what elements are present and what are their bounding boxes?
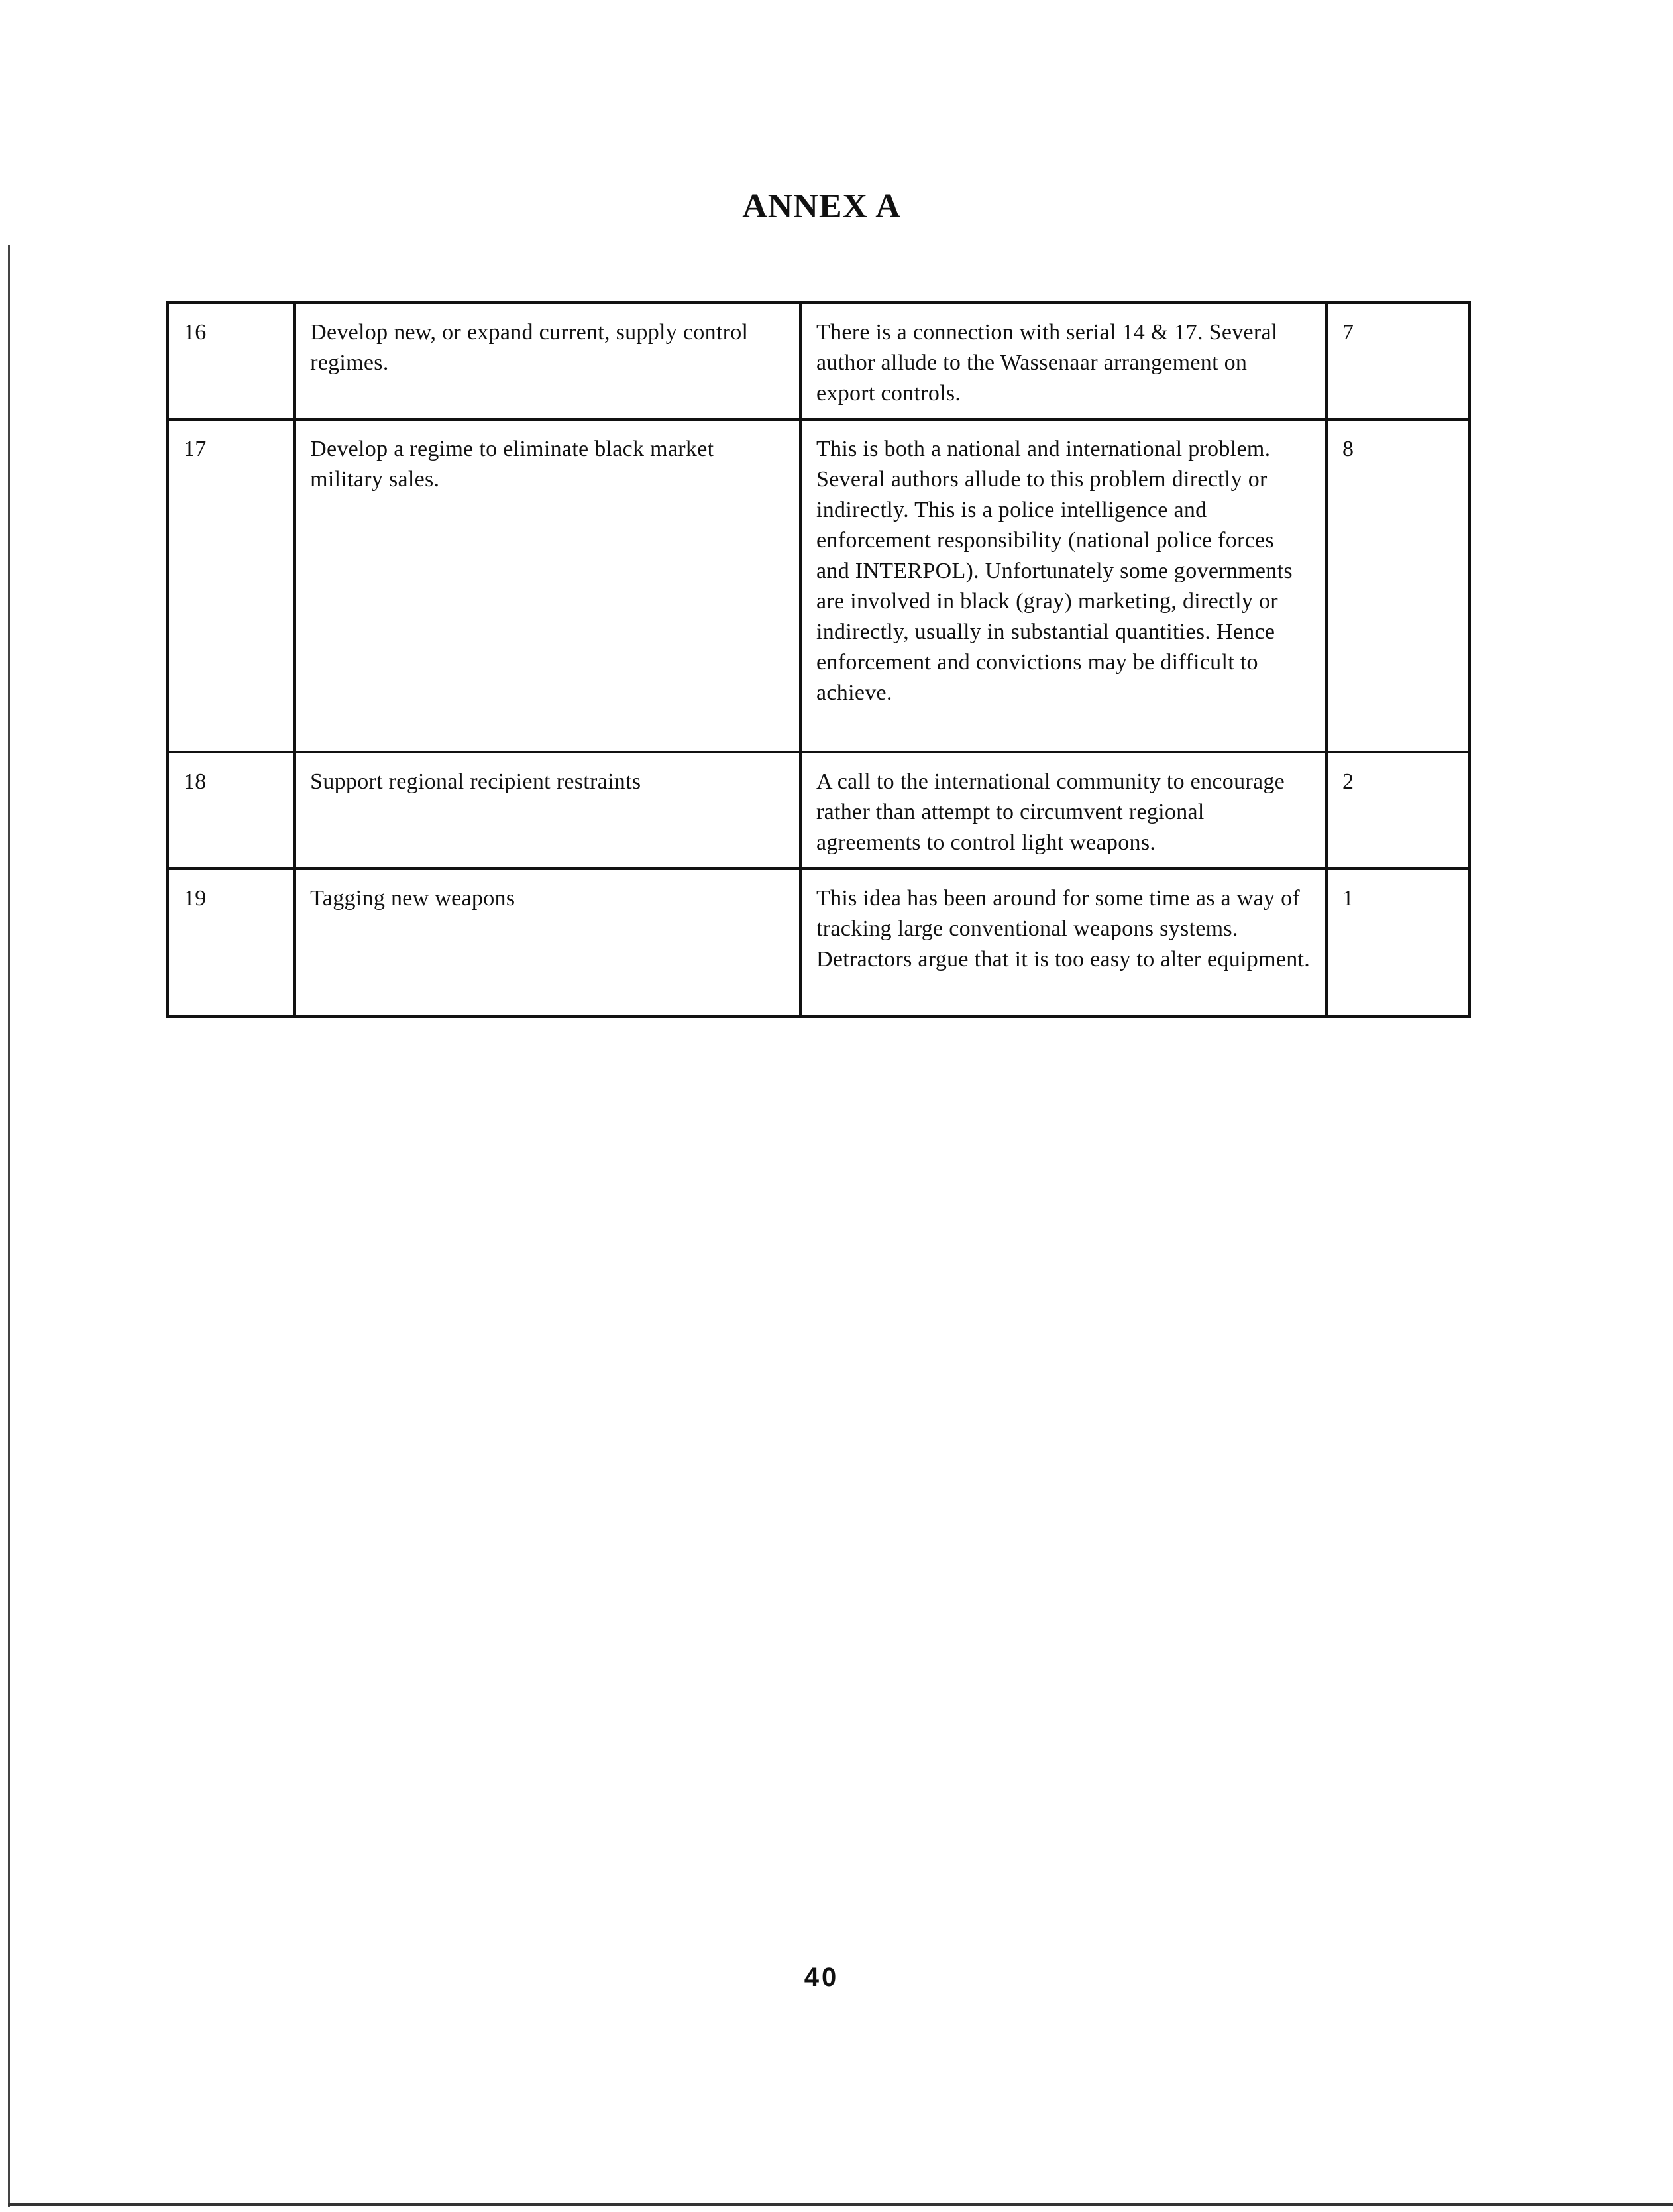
comment-cell: This idea has been around for some time as a way of tracking large conventional weapons systems. Detractors argue that it is too easy to alter equipment. — [800, 869, 1326, 1017]
table-row — [168, 869, 1470, 1017]
comment-cell: There is a connection with serial 14 & 17. Several author allude to the Wassenaar arrangement on export controls. — [800, 303, 1326, 420]
recommendation-cell: Tagging new weapons — [294, 869, 800, 1017]
table-row — [168, 303, 1470, 420]
count-cell: 1 — [1326, 869, 1469, 1017]
page-bottom-border — [8, 2203, 1673, 2206]
serial-cell: 18 — [168, 752, 295, 869]
recommendation-cell: Support regional recipient restraints — [294, 752, 800, 869]
count-cell: 7 — [1326, 303, 1469, 420]
comment-cell: This is both a national and international problem. Several authors allude to this problem directly or indirectly. This is a police intelligence and enforcement responsibility (national police forces and INTERPOL). Unfortunately some governments are involved in black (gray) marketing, directly or indirectly, usually in substantial quantities. Hence enforcement and convictions may be difficult to achieve. — [800, 419, 1326, 752]
comment-cell: A call to the international community to encourage rather than attempt to circumvent regional agreements to control light weapons. — [800, 752, 1326, 869]
serial-cell: 19 — [168, 869, 295, 1017]
serial-cell: 16 — [168, 303, 295, 420]
table-row — [168, 419, 1470, 752]
annex-table — [166, 301, 1471, 1018]
page-number: 40 — [804, 1963, 839, 1992]
page-title: ANNEX A — [742, 188, 901, 225]
recommendation-cell: Develop a regime to eliminate black market military sales. — [294, 419, 800, 752]
serial-cell: 17 — [168, 419, 295, 752]
page-left-border — [8, 245, 10, 2207]
count-cell: 2 — [1326, 752, 1469, 869]
count-cell: 8 — [1326, 419, 1469, 752]
table-row — [168, 752, 1470, 869]
recommendation-cell: Develop new, or expand current, supply control regimes. — [294, 303, 800, 420]
